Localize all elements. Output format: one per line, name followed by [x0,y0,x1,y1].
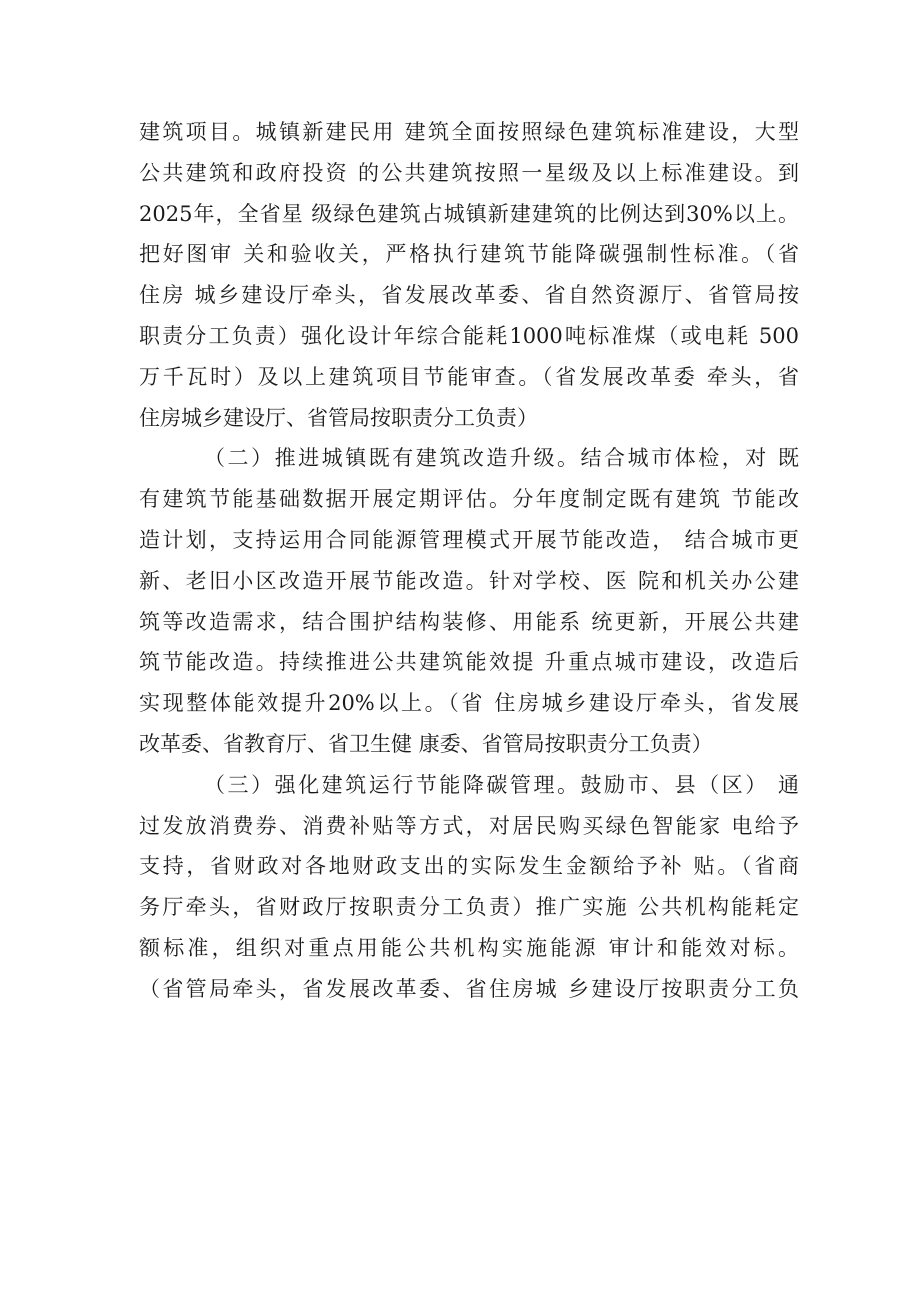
text-line: 公共建筑和政府投资 的公共建筑按照一星级及以上标准建设。到 [139,160,799,185]
text-line: 把好图审 关和验收关，严格执行建筑节能降碳强制性标准。（省 [139,242,799,267]
text-line: （三）强化建筑运行节能降碳管理。鼓励市、县（区） 通 [204,772,799,797]
text-line: 住房城乡建设厅、省管局按职责分工负责） [139,405,538,430]
body-text [139,112,799,1010]
text-line: 过发放消费券、消费补贴等方式，对居民购买绿色智能家 电给予 [139,813,799,838]
text-line: 住房 城乡建设厅牵头，省发展改革委、省自然资源厅、省管局按 [139,283,799,308]
text-line: 职责分工负责）强化设计年综合能耗1000吨标准煤（或电耗 500 [139,323,799,348]
text-line: 有建筑节能基础数据开展定期评估。分年度制定既有建筑 节能改 [139,487,799,512]
text-line: （省管局牵头，省发展改革委、省住房城 乡建设厅按职责分工负 [139,976,799,1001]
text-line: 务厅牵头，省财政厅按职责分工负责）推广实施 公共机构能耗定 [139,895,799,920]
text-line: 改革委、省教育厅、省卫生健 康委、省管局按职责分工负责） [139,731,713,756]
text-line: 实现整体能效提升20%以上。（省 住房城乡建设厅牵头，省发展 [139,691,799,716]
text-line: （二）推进城镇既有建筑改造升级。结合城市体检，对 既 [204,446,799,471]
text-line: 筑节能改造。持续推进公共建筑能效提 升重点城市建设，改造后 [139,650,799,675]
text-line: 2025年，全省星 级绿色建筑占城镇新建建筑的比例达到30%以上。 [139,201,799,226]
text-line: 新、老旧小区改造开展节能改造。针对学校、医 院和机关办公建 [139,568,799,593]
text-line: 筑等改造需求，结合围护结构装修、用能系 统更新，开展公共建 [139,609,799,634]
text-line: 建筑项目。城镇新建民用 建筑全面按照绿色建筑标准建设，大型 [139,120,799,144]
text-line: 造计划，支持运用合同能源管理模式开展节能改造， 结合城市更 [139,527,799,552]
text-line: 支持，省财政对各地财政支出的实际发生金额给予补 贴。（省商 [139,854,799,879]
text-line: 万千瓦时）及以上建筑项目节能审查。（省发展改革委 牵头，省 [139,364,799,389]
text-line: 额标准，组织对重点用能公共机构实施能源 审计和能效对标。 [139,935,799,960]
